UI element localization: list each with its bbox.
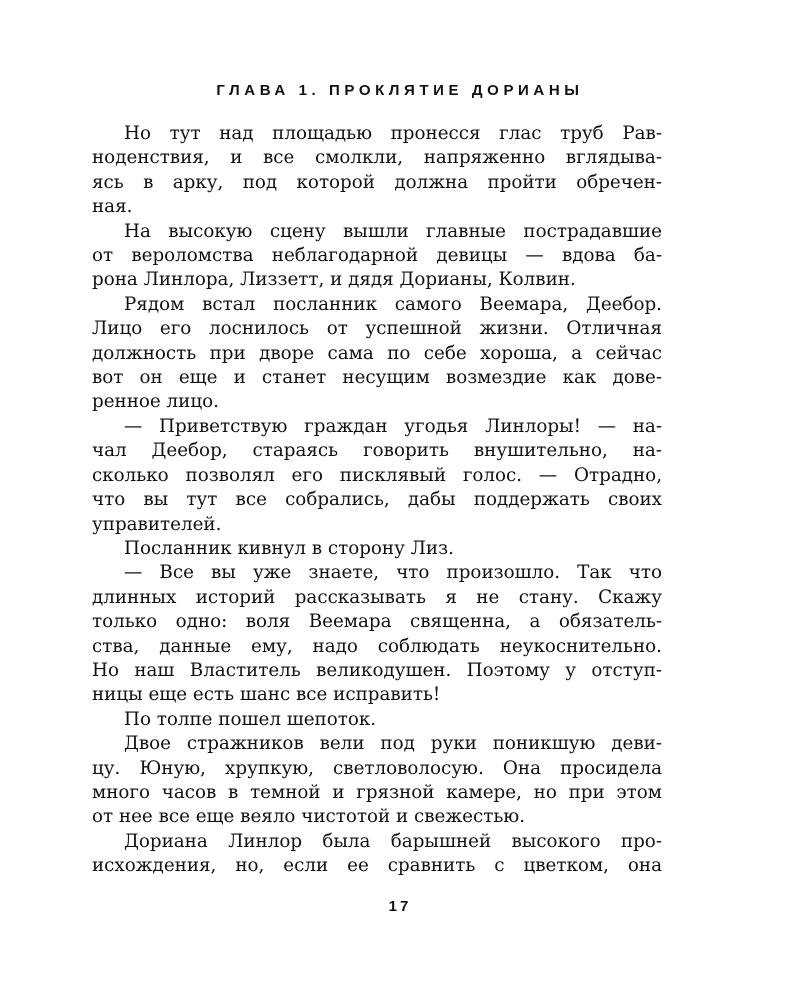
text-line: Двое стражников вели под руки поникшую деви- [124, 733, 662, 755]
text-line: На высокую сцену вышли главные пострадавшие [124, 220, 662, 242]
text-line: должность при дворе сама по себе хороша, а сейчас [92, 342, 662, 364]
text-line: рона Линлора, Лиззетт, и дядя Дорианы, Колвин. [92, 269, 576, 291]
text-line: Дориана Линлор была барышней высокого про- [124, 830, 662, 852]
body-text [92, 122, 662, 879]
text-line: Рядом встал посланник самого Веемара, Деебор. [124, 293, 662, 315]
text-line: от нее все еще веяло чистотой и свежестью. [92, 806, 526, 828]
text-line: управителей. [92, 513, 222, 535]
text-line: цу. Юную, хрупкую, светловолосую. Она просидела [92, 757, 662, 779]
text-line: ноденствия, и все смолкли, напряженно вглядыва- [92, 147, 662, 169]
text-line: ства, данные ему, надо соблюдать неукоснительно. [92, 635, 662, 657]
text-line: ренное лицо. [92, 391, 219, 413]
text-line: Но наш Властитель великодушен. Поэтому у отступ- [92, 659, 662, 681]
text-line: чал Деебор, стараясь говорить внушительно, на- [92, 440, 662, 462]
text-line: Посланник кивнул в сторону Лиз. [124, 537, 454, 559]
text-line: Но тут над площадью пронесся глас труб Рав- [124, 123, 662, 144]
text-line: ная. [92, 196, 133, 218]
text-line: ницы еще есть шанс все исправить! [92, 684, 441, 706]
text-line: — Приветствую граждан угодья Линлоры! — на- [124, 415, 662, 437]
text-line: длинных историй рассказывать я не стану. Скажу [92, 586, 662, 608]
text-line: Лицо его лоснилось от успешной жизни. Отличная [92, 318, 662, 340]
text-line: от вероломства неблагодарной девицы — вдова ба- [92, 245, 662, 267]
text-line: исхождения, но, если ее сравнить с цветком, она [92, 855, 662, 877]
page-number: 17 [388, 898, 412, 915]
text-line: вот он еще и станет несущим возмездие как дове- [92, 367, 662, 389]
chapter-title: ГЛАВА 1. ПРОКЛЯТИЕ ДОРИАНЫ [216, 82, 584, 99]
text-line: — Все вы уже знаете, что произошло. Так что [124, 562, 662, 584]
text-line: ясь в арку, под которой должна пройти обречен- [92, 171, 662, 193]
text-line: сколько позволял его писклявый голос. — Отрадно, [92, 464, 662, 486]
text-line: только одно: воля Веемара священна, а обязатель- [92, 611, 662, 633]
text-line: много часов в темной и грязной камере, но при этом [92, 781, 662, 803]
text-line: что вы тут все собрались, дабы поддержать своих [92, 489, 662, 511]
text-line: По толпе пошел шепоток. [124, 708, 377, 730]
